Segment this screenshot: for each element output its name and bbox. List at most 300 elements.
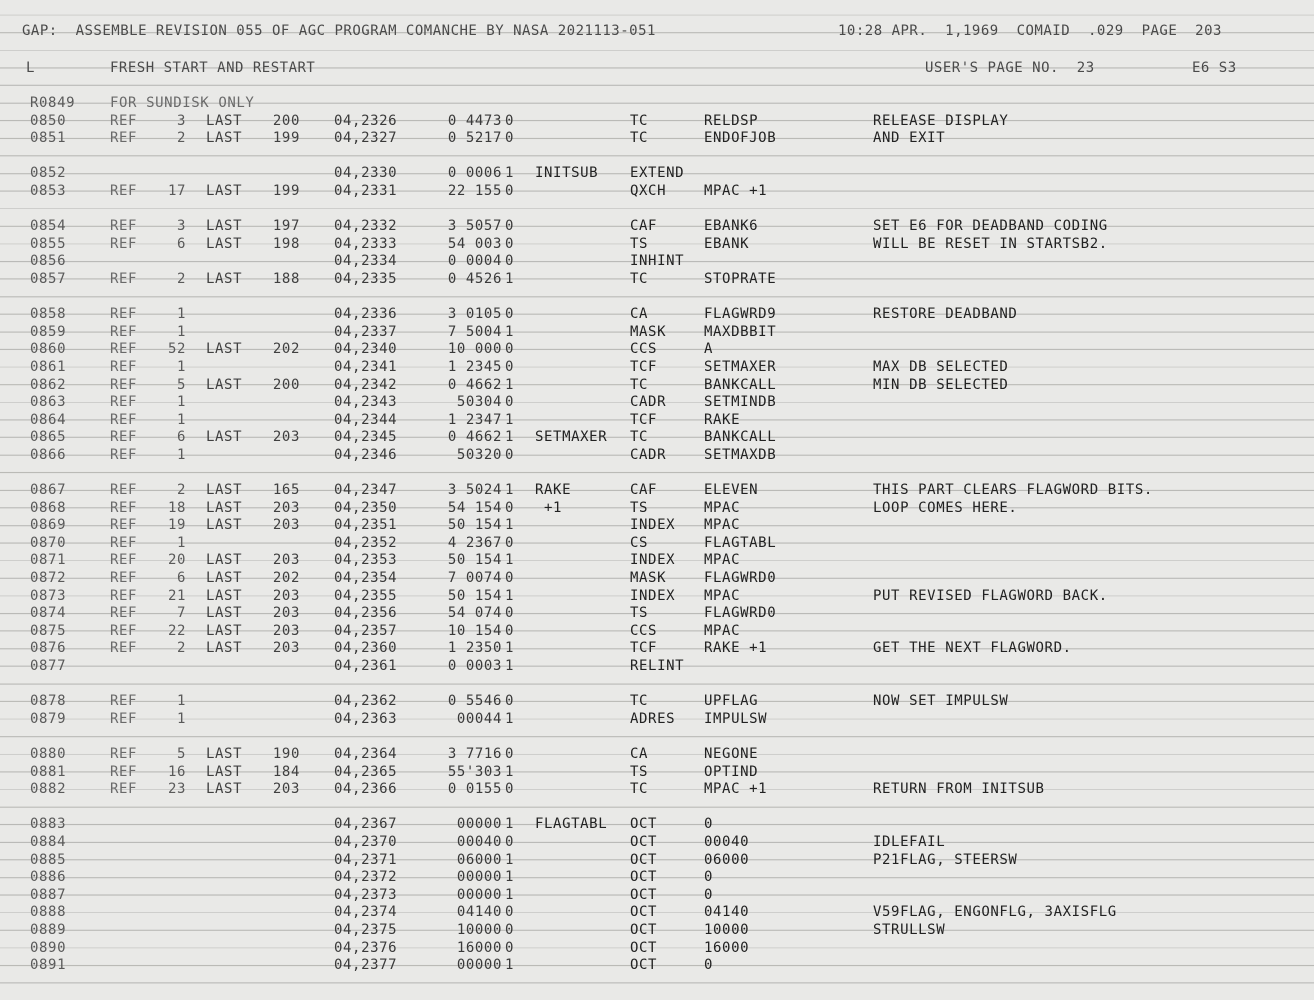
ref-count: 16 [167, 763, 186, 780]
operand: RAKE +1 [704, 640, 768, 657]
octal-word: 16000 [456, 939, 502, 956]
line-number: 0861 [30, 358, 67, 375]
line-number: 0853 [30, 182, 67, 199]
listing-line [0, 868, 1314, 886]
blank-line [0, 675, 1314, 693]
octal-word: 54 154 [447, 499, 502, 516]
address: 04,2353 [334, 552, 398, 569]
address: 04,2355 [334, 587, 398, 604]
comment: RETURN FROM INITSUB [873, 781, 1045, 798]
listing-line [0, 270, 1314, 288]
parity-bit: 1 [505, 376, 515, 393]
blank-line [0, 463, 1314, 481]
last-label: LAST [206, 640, 243, 657]
opcode: TCF [630, 358, 658, 375]
octal-word: 00044 [456, 710, 502, 727]
ref-label: REF [110, 534, 138, 551]
listing-line [0, 446, 1314, 464]
parity-bit: 0 [505, 182, 515, 199]
parity-bit: 1 [505, 957, 515, 974]
operand: 16000 [704, 939, 750, 956]
comment: MAX DB SELECTED [873, 358, 1009, 375]
ref-count: 1 [176, 394, 186, 411]
listing-rows [0, 94, 1314, 974]
operand: SETMAXER [704, 358, 777, 375]
line-number: 0869 [30, 517, 67, 534]
operand: SETMAXDB [704, 446, 777, 463]
comment: V59FLAG, ENGONFLG, 3AXISFLG [873, 904, 1117, 921]
operand: OPTIND [704, 763, 759, 780]
listing-line [0, 851, 1314, 869]
ref-count: 2 [176, 270, 186, 287]
header-date-page: 10:28 APR. 1,1969 COMAID .029 PAGE 203 [838, 23, 1222, 39]
ref-label: REF [110, 218, 138, 235]
opcode: TS [630, 605, 649, 622]
symbol-label: RAKE [535, 482, 572, 499]
operand: MPAC [704, 552, 741, 569]
line-number: 0878 [30, 693, 67, 710]
last-page: 197 [272, 218, 300, 235]
parity-bit: 0 [505, 534, 515, 551]
operand: FLAGWRD0 [704, 605, 777, 622]
address: 04,2346 [334, 446, 398, 463]
operand: EBANK [704, 235, 750, 252]
line-number: 0858 [30, 306, 67, 323]
operand: IMPULSW [704, 710, 768, 727]
listing-line [0, 112, 1314, 130]
ref-label: REF [110, 517, 138, 534]
operand: 0 [704, 957, 714, 974]
octal-word: 06000 [456, 851, 502, 868]
listing-line [0, 956, 1314, 974]
listing-line [0, 551, 1314, 569]
ref-count: 2 [176, 130, 186, 147]
opcode: TC [630, 376, 649, 393]
listing-line [0, 780, 1314, 798]
octal-word: 7 5004 [447, 323, 502, 340]
opcode: CA [630, 306, 649, 323]
opcode: TC [630, 781, 649, 798]
line-number: R0849 [30, 95, 76, 111]
ref-count: 18 [167, 499, 186, 516]
parity-bit: 0 [505, 446, 515, 463]
ref-label: REF [110, 411, 138, 428]
ref-count: 1 [176, 323, 186, 340]
line-number: 0852 [30, 165, 67, 182]
ref-count: 6 [176, 429, 186, 446]
last-page: 203 [272, 622, 300, 639]
opcode: TC [630, 270, 649, 287]
listing-line [0, 710, 1314, 728]
parity-bit: 1 [505, 640, 515, 657]
parity-bit: 1 [505, 658, 515, 674]
parity-bit: 0 [505, 306, 515, 323]
listing-line [0, 763, 1314, 781]
parity-bit: 0 [505, 622, 515, 639]
address: 04,2345 [334, 429, 398, 446]
address: 04,2372 [334, 869, 398, 886]
last-label: LAST [206, 235, 243, 252]
listing-line [0, 604, 1314, 622]
parity-bit: 1 [505, 552, 515, 569]
line-number: 0850 [30, 112, 67, 129]
opcode: QXCH [630, 182, 667, 199]
line-number: 0855 [30, 235, 67, 252]
opcode: OCT [630, 886, 658, 903]
operand: ELEVEN [704, 482, 759, 499]
ref-count: 1 [176, 693, 186, 710]
address: 04,2367 [334, 816, 398, 833]
listing-line [0, 569, 1314, 587]
octal-word: 1 2347 [447, 411, 502, 428]
listing-line [0, 428, 1314, 446]
last-page: 203 [272, 640, 300, 657]
operand: EBANK6 [704, 218, 759, 235]
last-label: LAST [206, 622, 243, 639]
octal-word: 0 0155 [447, 781, 502, 798]
ref-label: REF [110, 587, 138, 604]
line-number: 0879 [30, 710, 67, 727]
parity-bit: 1 [505, 763, 515, 780]
operand: MPAC [704, 587, 741, 604]
line-number: 0881 [30, 763, 67, 780]
parity-bit: 0 [505, 253, 515, 270]
octal-word: 3 5057 [447, 218, 502, 235]
address: 04,2375 [334, 921, 398, 938]
header-title: GAP: ASSEMBLE REVISION 055 OF AGC PROGRAM COMANCHE BY NASA 2021113-051 [22, 23, 656, 39]
operand: BANKCALL [704, 429, 777, 446]
opcode: OCT [630, 869, 658, 886]
address: 04,2356 [334, 605, 398, 622]
octal-word: 55'303 [447, 763, 502, 780]
listing-line [0, 305, 1314, 323]
last-page: 202 [272, 570, 300, 587]
last-page: 203 [272, 517, 300, 534]
listing-line [0, 376, 1314, 394]
opcode: CS [630, 534, 649, 551]
octal-word: 0 5217 [447, 130, 502, 147]
octal-word: 1 2345 [447, 358, 502, 375]
ref-count: 6 [176, 235, 186, 252]
address: 04,2332 [334, 218, 398, 235]
opcode: RELINT [630, 658, 685, 674]
listing-line [0, 340, 1314, 358]
parity-bit: 1 [505, 869, 515, 886]
listing-line [0, 94, 1314, 112]
listing-line [0, 903, 1314, 921]
opcode: OCT [630, 904, 658, 921]
listing-line [0, 657, 1314, 675]
ref-count: 6 [176, 570, 186, 587]
line-number: 0884 [30, 833, 67, 850]
line-number: 0860 [30, 341, 67, 358]
ref-count: 1 [176, 358, 186, 375]
ref-count: 1 [176, 534, 186, 551]
opcode: OCT [630, 921, 658, 938]
line-number: 0877 [30, 658, 67, 674]
octal-word: 0 0004 [447, 253, 502, 270]
address: 04,2350 [334, 499, 398, 516]
listing-line [0, 164, 1314, 182]
parity-bit: 0 [505, 394, 515, 411]
comment: LOOP COMES HERE. [873, 499, 1018, 516]
address: 04,2331 [334, 182, 398, 199]
parity-bit: 0 [505, 570, 515, 587]
line-number: 0856 [30, 253, 67, 270]
last-label: LAST [206, 763, 243, 780]
parity-bit: 0 [505, 921, 515, 938]
comment: NOW SET IMPULSW [873, 693, 1009, 710]
last-page: 203 [272, 499, 300, 516]
operand: STOPRATE [704, 270, 777, 287]
listing-line [0, 217, 1314, 235]
operand: SETMINDB [704, 394, 777, 411]
listing-line [0, 358, 1314, 376]
comment: P21FLAG, STEERSW [873, 851, 1018, 868]
operand: MPAC +1 [704, 781, 768, 798]
operand: A [704, 341, 714, 358]
line-number: 0864 [30, 411, 67, 428]
parity-bit: 0 [505, 939, 515, 956]
address: 04,2363 [334, 710, 398, 727]
address: 04,2337 [334, 323, 398, 340]
ref-label: REF [110, 376, 138, 393]
section-title: FRESH START AND RESTART [110, 60, 316, 76]
listing-line [0, 745, 1314, 763]
parity-bit: 1 [505, 517, 515, 534]
line-number: 0880 [30, 745, 67, 762]
operand: FLAGWRD9 [704, 306, 777, 323]
line-number: 0883 [30, 816, 67, 833]
parity-bit: 0 [505, 904, 515, 921]
last-label: LAST [206, 482, 243, 499]
line-number: 0891 [30, 957, 67, 974]
parity-bit: 1 [505, 851, 515, 868]
operand: FLAGTABL [704, 534, 777, 551]
last-label: LAST [206, 570, 243, 587]
opcode: TC [630, 130, 649, 147]
opcode: OCT [630, 851, 658, 868]
ref-label: REF [110, 781, 138, 798]
ref-count: 1 [176, 411, 186, 428]
comment: THIS PART CLEARS FLAGWORD BITS. [873, 482, 1153, 499]
blank-line [0, 727, 1314, 745]
octal-word: 00000 [456, 957, 502, 974]
comment: SET E6 FOR DEADBAND CODING [873, 218, 1108, 235]
octal-word: 50320 [456, 446, 502, 463]
octal-word: 0 4473 [447, 112, 502, 129]
line-number: 0876 [30, 640, 67, 657]
parity-bit: 1 [505, 710, 515, 727]
octal-word: 54 003 [447, 235, 502, 252]
octal-word: 00000 [456, 869, 502, 886]
listing-line [0, 833, 1314, 851]
listing-line [0, 939, 1314, 957]
operand: ENDOFJOB [704, 130, 777, 147]
last-label: LAST [206, 552, 243, 569]
opcode: TS [630, 235, 649, 252]
octal-word: 22 155 [447, 182, 502, 199]
opcode: TS [630, 763, 649, 780]
opcode: CADR [630, 446, 667, 463]
opcode: EXTEND [630, 165, 685, 182]
ref-label: REF [110, 552, 138, 569]
address: 04,2376 [334, 939, 398, 956]
operand: MPAC [704, 499, 741, 516]
operand: FLAGWRD0 [704, 570, 777, 587]
opcode: CAF [630, 482, 658, 499]
opcode: CCS [630, 622, 658, 639]
last-label: LAST [206, 270, 243, 287]
octal-word: 50 154 [447, 587, 502, 604]
parity-bit: 1 [505, 165, 515, 182]
address: 04,2373 [334, 886, 398, 903]
listing-line [0, 323, 1314, 341]
ref-label: REF [110, 429, 138, 446]
octal-word: 4 2367 [447, 534, 502, 551]
ref-count: 20 [167, 552, 186, 569]
address: 04,2327 [334, 130, 398, 147]
octal-word: 0 0003 [447, 658, 502, 674]
ref-label: REF [110, 235, 138, 252]
comment: RESTORE DEADBAND [873, 306, 1018, 323]
address: 04,2370 [334, 833, 398, 850]
ref-count: 19 [167, 517, 186, 534]
opcode: OCT [630, 939, 658, 956]
address: 04,2365 [334, 763, 398, 780]
octal-word: 0 5546 [447, 693, 502, 710]
last-label: LAST [206, 429, 243, 446]
ref-count: 1 [176, 446, 186, 463]
line-number: 0872 [30, 570, 67, 587]
address: 04,2351 [334, 517, 398, 534]
operand: 04140 [704, 904, 750, 921]
address: 04,2341 [334, 358, 398, 375]
listing-line [0, 587, 1314, 605]
octal-word: 0 0006 [447, 165, 502, 182]
ref-label: REF [110, 745, 138, 762]
last-page: 199 [272, 182, 300, 199]
last-page: 203 [272, 605, 300, 622]
listing-line [0, 129, 1314, 147]
opcode: CAF [630, 218, 658, 235]
opcode: MASK [630, 570, 667, 587]
line-number: 0865 [30, 429, 67, 446]
last-page: 188 [272, 270, 300, 287]
address: 04,2374 [334, 904, 398, 921]
operand: RAKE [704, 411, 741, 428]
parity-bit: 1 [505, 482, 515, 499]
operand: MPAC [704, 517, 741, 534]
opcode: TCF [630, 640, 658, 657]
line-number: 0888 [30, 904, 67, 921]
last-page: 203 [272, 587, 300, 604]
opcode: MASK [630, 323, 667, 340]
parity-bit: 1 [505, 587, 515, 604]
ref-label: REF [110, 710, 138, 727]
parity-bit: 0 [505, 218, 515, 235]
address: 04,2361 [334, 658, 398, 674]
blank-line [0, 147, 1314, 165]
listing-line [0, 692, 1314, 710]
operand: RELDSP [704, 112, 759, 129]
parity-bit: 0 [505, 499, 515, 516]
opcode: INDEX [630, 587, 676, 604]
listing-line [0, 921, 1314, 939]
ref-count: 1 [176, 710, 186, 727]
last-page: 184 [272, 763, 300, 780]
operand: 0 [704, 886, 714, 903]
opcode: TC [630, 429, 649, 446]
line-number: 0890 [30, 939, 67, 956]
opcode: INHINT [630, 253, 685, 270]
octal-word: 3 5024 [447, 482, 502, 499]
line-number: 0882 [30, 781, 67, 798]
listing-line [0, 886, 1314, 904]
address: 04,2347 [334, 482, 398, 499]
operand: MPAC +1 [704, 182, 768, 199]
operand: MPAC [704, 622, 741, 639]
line-number: 0862 [30, 376, 67, 393]
ref-label: REF [110, 270, 138, 287]
listing-line [0, 393, 1314, 411]
last-page: 200 [272, 376, 300, 393]
parity-bit: 0 [505, 112, 515, 129]
address: 04,2335 [334, 270, 398, 287]
opcode: CCS [630, 341, 658, 358]
ref-label: REF [110, 640, 138, 657]
line-number: 0868 [30, 499, 67, 516]
ref-count: 22 [167, 622, 186, 639]
octal-word: 50 154 [447, 517, 502, 534]
parity-bit: 1 [505, 429, 515, 446]
address: 04,2334 [334, 253, 398, 270]
comment: RELEASE DISPLAY [873, 112, 1009, 129]
listing-line [0, 411, 1314, 429]
last-page: 203 [272, 781, 300, 798]
last-label: LAST [206, 182, 243, 199]
parity-bit: 1 [505, 816, 515, 833]
ref-count: 5 [176, 745, 186, 762]
octal-word: 00000 [456, 816, 502, 833]
parity-bit: 0 [505, 235, 515, 252]
ref-count: 17 [167, 182, 186, 199]
last-label: LAST [206, 587, 243, 604]
parity-bit: 1 [505, 411, 515, 428]
ref-count: 5 [176, 376, 186, 393]
last-label: LAST [206, 341, 243, 358]
address: 04,2364 [334, 745, 398, 762]
address: 04,2340 [334, 341, 398, 358]
listing-line [0, 235, 1314, 253]
operand: 0 [704, 869, 714, 886]
operand: BANKCALL [704, 376, 777, 393]
section-letter: L [26, 60, 35, 76]
address: 04,2343 [334, 394, 398, 411]
listing-line [0, 815, 1314, 833]
opcode: OCT [630, 833, 658, 850]
octal-word: 7 0074 [447, 570, 502, 587]
octal-word: 04140 [456, 904, 502, 921]
comment: GET THE NEXT FLAGWORD. [873, 640, 1072, 657]
ref-count: 2 [176, 482, 186, 499]
listing-line [0, 534, 1314, 552]
address: 04,2360 [334, 640, 398, 657]
opcode: CA [630, 745, 649, 762]
address: 04,2344 [334, 411, 398, 428]
opcode: OCT [630, 816, 658, 833]
ref-count: 3 [176, 112, 186, 129]
